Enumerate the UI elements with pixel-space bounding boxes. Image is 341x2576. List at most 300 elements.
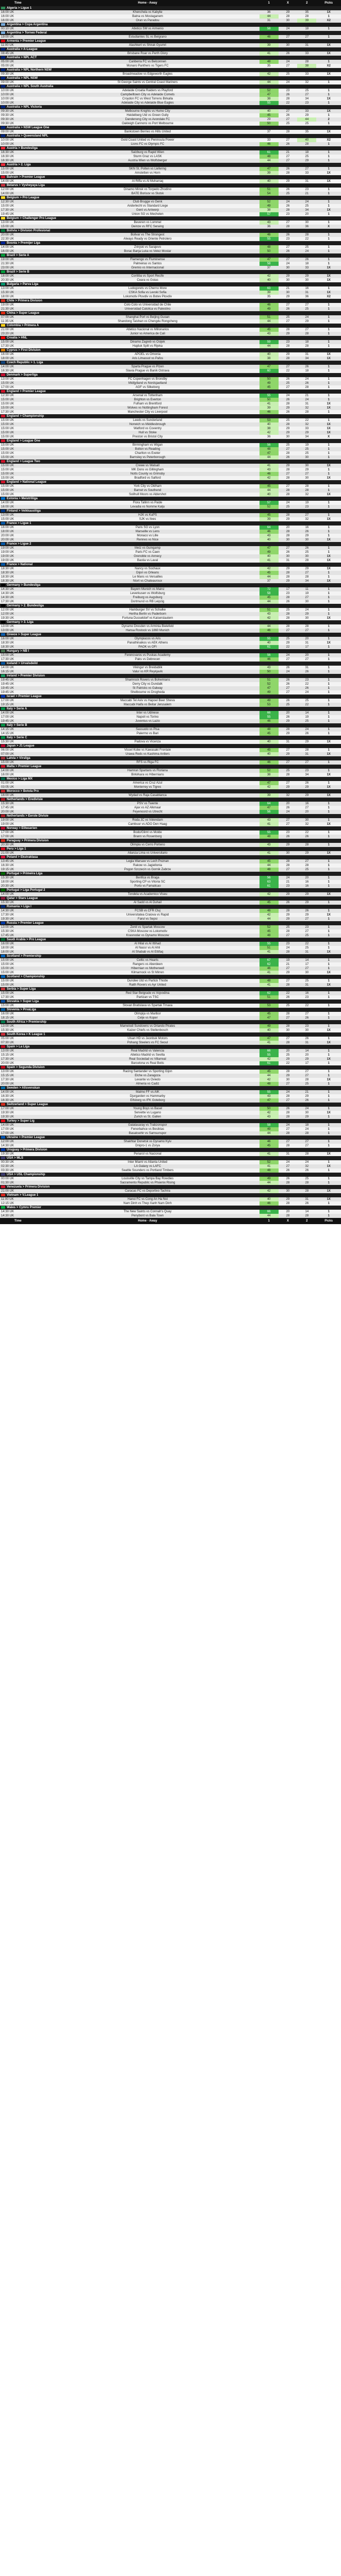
match-teams[interactable]: Dinamo Zagreb vs Osijek bbox=[36, 340, 259, 344]
header-pick[interactable]: Picks bbox=[316, 0, 341, 6]
header-match[interactable]: Home - Away bbox=[36, 0, 259, 6]
match-teams[interactable]: Metz vs Guingamp bbox=[36, 546, 259, 550]
match-row[interactable] bbox=[0, 608, 341, 612]
match-row[interactable] bbox=[0, 307, 341, 311]
match-row[interactable] bbox=[0, 868, 341, 872]
match-row[interactable] bbox=[0, 1127, 341, 1131]
match-row[interactable] bbox=[0, 1210, 341, 1214]
league-header[interactable] bbox=[0, 888, 341, 892]
match-row[interactable] bbox=[0, 221, 341, 225]
match-teams[interactable]: Batna vs Mostaganem bbox=[36, 14, 259, 19]
match-row[interactable] bbox=[0, 1004, 341, 1008]
match-teams[interactable]: Barnet vs Southend bbox=[36, 488, 259, 493]
match-teams[interactable]: Dijon vs Orleans bbox=[36, 571, 259, 575]
match-row[interactable] bbox=[0, 443, 341, 447]
match-row[interactable] bbox=[0, 835, 341, 839]
match-teams[interactable]: Al Shabab vs Al Ettifaq bbox=[36, 950, 259, 954]
league-header[interactable] bbox=[0, 134, 341, 138]
match-teams[interactable]: Bayern Munich vs Mainz bbox=[36, 587, 259, 591]
match-teams[interactable]: Slavia Prague vs Banik Ostrava bbox=[36, 369, 259, 373]
match-row[interactable] bbox=[0, 1111, 341, 1115]
league-header[interactable] bbox=[0, 76, 341, 80]
match-row[interactable] bbox=[0, 843, 341, 847]
league-header[interactable] bbox=[0, 31, 341, 35]
match-teams[interactable]: Kaizer Chiefs vs Stellenbosch bbox=[36, 1028, 259, 1032]
footer-pick[interactable]: Picks bbox=[316, 1218, 341, 1224]
league-header[interactable] bbox=[0, 47, 341, 52]
match-row[interactable] bbox=[0, 925, 341, 929]
league-header[interactable] bbox=[0, 1156, 341, 1160]
match-row[interactable] bbox=[0, 571, 341, 575]
match-row[interactable] bbox=[0, 690, 341, 694]
match-teams[interactable]: Notts County vs Grimsby bbox=[36, 472, 259, 476]
match-teams[interactable]: AGF vs Silkeborg bbox=[36, 385, 259, 389]
match-row[interactable] bbox=[0, 517, 341, 521]
match-row[interactable] bbox=[0, 629, 341, 633]
match-teams[interactable]: Arsenal vs Tottenham bbox=[36, 394, 259, 398]
match-teams[interactable]: Austria Wien vs Wolfsberger bbox=[36, 159, 259, 163]
match-teams[interactable]: America vs Cruz Azul bbox=[36, 781, 259, 785]
match-teams[interactable]: Marseille vs Lens bbox=[36, 530, 259, 534]
match-teams[interactable]: Seattle Sounders vs Portland Timbers bbox=[36, 1168, 259, 1173]
match-row[interactable] bbox=[0, 328, 341, 332]
match-teams[interactable]: Palermo vs Bari bbox=[36, 732, 259, 736]
league-header[interactable] bbox=[0, 146, 341, 150]
match-row[interactable] bbox=[0, 109, 341, 113]
match-teams[interactable]: Adelaide City vs Adelaide Blue Eagles bbox=[36, 101, 259, 105]
league-header[interactable] bbox=[0, 324, 341, 328]
match-row[interactable] bbox=[0, 319, 341, 324]
match-row[interactable] bbox=[0, 637, 341, 641]
league-header[interactable] bbox=[0, 826, 341, 831]
match-teams[interactable]: Brighton vs Everton bbox=[36, 398, 259, 402]
match-row[interactable] bbox=[0, 113, 341, 117]
match-row[interactable] bbox=[0, 122, 341, 126]
match-teams[interactable]: Sturm Graz vs LASK bbox=[36, 155, 259, 159]
match-teams[interactable]: Wolves vs Nottingham Forest bbox=[36, 406, 259, 410]
match-row[interactable] bbox=[0, 208, 341, 212]
league-header[interactable] bbox=[0, 229, 341, 233]
match-row[interactable] bbox=[0, 1057, 341, 1061]
match-teams[interactable]: Paris SG vs Lyon bbox=[36, 526, 259, 530]
match-teams[interactable]: Sparta Prague vs Plzen bbox=[36, 365, 259, 369]
match-row[interactable] bbox=[0, 431, 341, 435]
match-teams[interactable]: Bolton vs Reading bbox=[36, 447, 259, 451]
match-row[interactable] bbox=[0, 699, 341, 703]
match-row[interactable] bbox=[0, 171, 341, 175]
match-row[interactable] bbox=[0, 72, 341, 76]
match-row[interactable] bbox=[0, 686, 341, 690]
match-teams[interactable]: Leeds vs Sunderland bbox=[36, 418, 259, 422]
match-teams[interactable]: Hanoi FC vs Cong An Ha Noi bbox=[36, 1197, 259, 1201]
league-header[interactable] bbox=[0, 975, 341, 979]
match-teams[interactable]: Junior vs America de Cali bbox=[36, 332, 259, 336]
match-row[interactable] bbox=[0, 575, 341, 579]
match-row[interactable] bbox=[0, 150, 341, 155]
match-teams[interactable]: Hamrun Spartans vs Floriana bbox=[36, 769, 259, 773]
league-header[interactable] bbox=[0, 175, 341, 179]
match-row[interactable] bbox=[0, 1024, 341, 1028]
match-row[interactable] bbox=[0, 1074, 341, 1078]
match-teams[interactable]: CSKA Moscow vs Lokomotiv bbox=[36, 929, 259, 934]
match-teams[interactable]: Maccabi Tel Aviv vs Hapoel Beer Sheva bbox=[36, 699, 259, 703]
match-teams[interactable]: Club Brugge vs Genk bbox=[36, 200, 259, 204]
match-row[interactable] bbox=[0, 612, 341, 616]
match-teams[interactable]: Zrinjski vs Sarajevo bbox=[36, 245, 259, 249]
match-teams[interactable]: SKN St. Polten vs Liefering bbox=[36, 167, 259, 171]
match-teams[interactable]: Red Star Belgrade vs Vojvodina bbox=[36, 991, 259, 995]
league-header[interactable] bbox=[0, 921, 341, 925]
match-row[interactable] bbox=[0, 967, 341, 971]
match-teams[interactable]: Olimpia vs Cerro Porteno bbox=[36, 843, 259, 847]
match-row[interactable] bbox=[0, 748, 341, 752]
league-header[interactable] bbox=[0, 163, 341, 167]
match-teams[interactable]: Zenit vs Spartak Moscow bbox=[36, 925, 259, 929]
match-teams[interactable]: Flamengo vs Fluminense bbox=[36, 258, 259, 262]
match-row[interactable] bbox=[0, 352, 341, 357]
match-row[interactable] bbox=[0, 950, 341, 954]
match-row[interactable] bbox=[0, 591, 341, 596]
match-row[interactable] bbox=[0, 530, 341, 534]
match-row[interactable] bbox=[0, 991, 341, 995]
match-row[interactable] bbox=[0, 249, 341, 253]
match-teams[interactable]: Feyenoord vs Utrecht bbox=[36, 810, 259, 814]
league-header[interactable] bbox=[0, 253, 341, 258]
match-teams[interactable]: Birkirkara vs Hibernians bbox=[36, 773, 259, 777]
league-header[interactable] bbox=[0, 39, 341, 43]
match-teams[interactable]: Servette vs Lugano bbox=[36, 1111, 259, 1115]
league-header[interactable] bbox=[0, 460, 341, 464]
match-teams[interactable]: Raith Rovers vs Ayr United bbox=[36, 983, 259, 987]
match-row[interactable] bbox=[0, 546, 341, 550]
league-header[interactable] bbox=[0, 847, 341, 851]
match-row[interactable] bbox=[0, 909, 341, 913]
match-teams[interactable]: Ludogorets vs Cherno More bbox=[36, 286, 259, 291]
match-teams[interactable]: Shelbourne vs Drogheda bbox=[36, 690, 259, 694]
match-row[interactable] bbox=[0, 410, 341, 414]
match-teams[interactable]: Cambuur vs ADO Den Haag bbox=[36, 822, 259, 826]
match-teams[interactable]: Ceara vs Goias bbox=[36, 278, 259, 282]
match-row[interactable] bbox=[0, 1144, 341, 1148]
match-teams[interactable]: Monterrey vs Tigres bbox=[36, 785, 259, 789]
match-row[interactable] bbox=[0, 880, 341, 884]
match-row[interactable] bbox=[0, 1078, 341, 1082]
match-row[interactable] bbox=[0, 476, 341, 480]
match-teams[interactable]: St George Saints vs Central Coast Mariners bbox=[36, 80, 259, 84]
league-header[interactable] bbox=[0, 1086, 341, 1090]
match-teams[interactable]: Valur vs KR Reykjavik bbox=[36, 670, 259, 674]
match-row[interactable] bbox=[0, 155, 341, 159]
match-row[interactable] bbox=[0, 979, 341, 983]
match-row[interactable] bbox=[0, 60, 341, 64]
league-header[interactable] bbox=[0, 241, 341, 245]
match-teams[interactable]: Gent vs Antwerp bbox=[36, 208, 259, 212]
league-header[interactable] bbox=[0, 6, 341, 10]
match-teams[interactable]: Louisville City vs Tampa Bay Rowdies bbox=[36, 1177, 259, 1181]
match-row[interactable] bbox=[0, 101, 341, 105]
league-header[interactable] bbox=[0, 905, 341, 909]
match-teams[interactable]: Sassuolo vs Pisa bbox=[36, 727, 259, 732]
league-header[interactable] bbox=[0, 1032, 341, 1037]
match-row[interactable] bbox=[0, 93, 341, 97]
match-row[interactable] bbox=[0, 43, 341, 47]
match-row[interactable] bbox=[0, 274, 341, 278]
header-draw-prob[interactable]: X bbox=[279, 0, 298, 6]
header-away-prob[interactable]: 2 bbox=[297, 0, 316, 6]
match-row[interactable] bbox=[0, 901, 341, 905]
match-row[interactable] bbox=[0, 596, 341, 600]
match-teams[interactable]: Shakhtar Donetsk vs Dynamo Kyiv bbox=[36, 1140, 259, 1144]
league-header[interactable] bbox=[0, 542, 341, 546]
match-teams[interactable]: Palmeiras vs Santos bbox=[36, 262, 259, 266]
league-header[interactable] bbox=[0, 216, 341, 221]
match-row[interactable] bbox=[0, 1123, 341, 1127]
match-row[interactable] bbox=[0, 558, 341, 563]
league-header[interactable] bbox=[0, 497, 341, 501]
league-header[interactable] bbox=[0, 1020, 341, 1024]
match-row[interactable] bbox=[0, 1115, 341, 1119]
league-header[interactable] bbox=[0, 439, 341, 443]
match-teams[interactable]: Alashkert vs Shirak Gyumri bbox=[36, 43, 259, 47]
match-row[interactable] bbox=[0, 682, 341, 686]
match-row[interactable] bbox=[0, 455, 341, 460]
league-header[interactable] bbox=[0, 56, 341, 60]
league-header[interactable] bbox=[0, 348, 341, 352]
match-teams[interactable]: Barcelona vs Real Betis bbox=[36, 1061, 259, 1065]
match-teams[interactable]: Anderlecht vs Standard Liege bbox=[36, 204, 259, 208]
match-row[interactable] bbox=[0, 740, 341, 744]
match-row[interactable] bbox=[0, 538, 341, 542]
match-row[interactable] bbox=[0, 245, 341, 249]
match-row[interactable] bbox=[0, 818, 341, 822]
match-teams[interactable]: Hamburger SV vs Schalke bbox=[36, 608, 259, 612]
league-header[interactable] bbox=[0, 126, 341, 130]
match-row[interactable] bbox=[0, 188, 341, 192]
match-row[interactable] bbox=[0, 19, 341, 23]
match-teams[interactable]: Olympiacos vs Aris bbox=[36, 637, 259, 641]
match-teams[interactable]: Deinze vs RFC Seraing bbox=[36, 225, 259, 229]
match-row[interactable] bbox=[0, 1041, 341, 1045]
match-row[interactable] bbox=[0, 822, 341, 826]
match-teams[interactable]: Always Ready vs Oriente Petrolero bbox=[36, 237, 259, 241]
match-row[interactable] bbox=[0, 435, 341, 439]
league-header[interactable] bbox=[0, 361, 341, 365]
match-teams[interactable]: Kilmarnock vs St Mirren bbox=[36, 971, 259, 975]
match-teams[interactable]: Galatasaray vs Trabzonspor bbox=[36, 1123, 259, 1127]
match-teams[interactable]: Paks vs Debrecen bbox=[36, 657, 259, 662]
match-teams[interactable]: Hibernian vs Motherwell bbox=[36, 967, 259, 971]
league-header[interactable] bbox=[0, 694, 341, 699]
match-teams[interactable]: Bolivar vs The Strongest bbox=[36, 233, 259, 237]
match-teams[interactable]: Dinamo Minsk vs Torpedo Zhodino bbox=[36, 188, 259, 192]
match-teams[interactable]: Crewe vs Walsall bbox=[36, 464, 259, 468]
league-header[interactable] bbox=[0, 311, 341, 315]
match-row[interactable] bbox=[0, 204, 341, 208]
league-header[interactable] bbox=[0, 389, 341, 394]
match-row[interactable] bbox=[0, 773, 341, 777]
match-teams[interactable]: Roda JC vs Volendam bbox=[36, 818, 259, 822]
match-row[interactable] bbox=[0, 892, 341, 896]
match-teams[interactable]: Al Sadd vs Al Duhail bbox=[36, 901, 259, 905]
match-row[interactable] bbox=[0, 233, 341, 237]
league-header[interactable] bbox=[0, 1103, 341, 1107]
match-row[interactable] bbox=[0, 501, 341, 505]
match-teams[interactable]: Malmo FF vs AIK bbox=[36, 1090, 259, 1094]
match-teams[interactable]: Dortmund vs RB Leipzig bbox=[36, 600, 259, 604]
match-teams[interactable]: Melbourne Knights vs Hume City bbox=[36, 109, 259, 113]
league-header[interactable] bbox=[0, 1119, 341, 1123]
match-teams[interactable]: Croydon FC vs West Torrens Birkalla bbox=[36, 97, 259, 101]
match-row[interactable] bbox=[0, 286, 341, 291]
league-header[interactable] bbox=[0, 723, 341, 727]
match-teams[interactable]: SJK vs Ilves bbox=[36, 517, 259, 521]
match-teams[interactable]: Ajax vs AZ Alkmaar bbox=[36, 806, 259, 810]
match-row[interactable] bbox=[0, 303, 341, 307]
match-row[interactable] bbox=[0, 192, 341, 196]
match-row[interactable] bbox=[0, 1164, 341, 1168]
match-teams[interactable]: Elche vs Zaragoza bbox=[36, 1074, 259, 1078]
league-header[interactable] bbox=[0, 999, 341, 1004]
match-teams[interactable]: Dundee Utd vs Partick Thistle bbox=[36, 979, 259, 983]
match-teams[interactable]: Vikingur vs Breidablik bbox=[36, 666, 259, 670]
match-row[interactable] bbox=[0, 394, 341, 398]
match-teams[interactable]: CSKA Sofia vs Levski Sofia bbox=[36, 291, 259, 295]
match-teams[interactable]: Panathinaikos vs AEK Athens bbox=[36, 641, 259, 645]
match-teams[interactable]: Aris Limassol vs Pafos bbox=[36, 357, 259, 361]
match-teams[interactable]: Atletico Madrid vs Sevilla bbox=[36, 1053, 259, 1057]
league-header[interactable] bbox=[0, 649, 341, 653]
match-teams[interactable]: Racing Santander vs Sporting Gijon bbox=[36, 1070, 259, 1074]
match-row[interactable] bbox=[0, 929, 341, 934]
match-row[interactable] bbox=[0, 1140, 341, 1144]
match-teams[interactable]: Legia Warsaw vs Lech Poznan bbox=[36, 859, 259, 863]
match-teams[interactable]: Oakleigh Cannons vs Port Melbourne bbox=[36, 122, 259, 126]
match-row[interactable] bbox=[0, 513, 341, 517]
header-home-prob[interactable]: 1 bbox=[259, 0, 279, 6]
match-teams[interactable]: Partizan vs TSC bbox=[36, 995, 259, 999]
match-row[interactable] bbox=[0, 488, 341, 493]
match-teams[interactable]: Bankstown Berries vs Hills United bbox=[36, 130, 259, 134]
match-teams[interactable]: Levadia vs Nomme Kalju bbox=[36, 505, 259, 509]
match-row[interactable] bbox=[0, 962, 341, 967]
league-header[interactable] bbox=[0, 736, 341, 740]
match-row[interactable] bbox=[0, 130, 341, 134]
match-teams[interactable]: Ferencvaros vs Puskas Academy bbox=[36, 653, 259, 657]
match-row[interactable] bbox=[0, 942, 341, 946]
match-teams[interactable]: Watford vs Coventry bbox=[36, 427, 259, 431]
footer-draw-prob[interactable]: X bbox=[279, 1218, 298, 1224]
match-teams[interactable]: Atletico SM vs Armenio bbox=[36, 27, 259, 31]
match-row[interactable] bbox=[0, 418, 341, 422]
league-header[interactable] bbox=[0, 814, 341, 818]
match-teams[interactable]: APOEL vs Omonia bbox=[36, 352, 259, 357]
league-header[interactable] bbox=[0, 270, 341, 274]
match-row[interactable] bbox=[0, 657, 341, 662]
league-header[interactable] bbox=[0, 604, 341, 608]
match-teams[interactable]: Rangers vs Aberdeen bbox=[36, 962, 259, 967]
match-row[interactable] bbox=[0, 332, 341, 336]
league-header[interactable] bbox=[0, 987, 341, 991]
match-teams[interactable]: Freiburg vs Augsburg bbox=[36, 596, 259, 600]
match-row[interactable] bbox=[0, 884, 341, 888]
league-header[interactable] bbox=[0, 336, 341, 340]
match-row[interactable] bbox=[0, 1016, 341, 1020]
match-row[interactable] bbox=[0, 616, 341, 620]
match-row[interactable] bbox=[0, 1168, 341, 1173]
match-row[interactable] bbox=[0, 377, 341, 381]
match-row[interactable] bbox=[0, 225, 341, 229]
league-header[interactable] bbox=[0, 84, 341, 89]
league-header[interactable] bbox=[0, 480, 341, 484]
match-row[interactable] bbox=[0, 810, 341, 814]
match-row[interactable] bbox=[0, 641, 341, 645]
match-row[interactable] bbox=[0, 653, 341, 657]
match-row[interactable] bbox=[0, 369, 341, 373]
match-teams[interactable]: Almeria vs Cadiz bbox=[36, 1082, 259, 1086]
match-teams[interactable]: Rennes vs Nice bbox=[36, 538, 259, 542]
match-row[interactable] bbox=[0, 406, 341, 410]
match-teams[interactable]: Penarol vs Nacional bbox=[36, 1152, 259, 1156]
match-teams[interactable]: York City vs Oldham bbox=[36, 484, 259, 488]
league-header[interactable] bbox=[0, 68, 341, 72]
league-header[interactable] bbox=[0, 1045, 341, 1049]
match-row[interactable] bbox=[0, 258, 341, 262]
match-row[interactable] bbox=[0, 1107, 341, 1111]
match-row[interactable] bbox=[0, 831, 341, 835]
match-row[interactable] bbox=[0, 117, 341, 122]
league-header[interactable] bbox=[0, 707, 341, 711]
match-teams[interactable]: Dynamo Dresden vs Arminia Bielefeld bbox=[36, 624, 259, 629]
match-row[interactable] bbox=[0, 732, 341, 736]
match-teams[interactable]: Mamelodi Sundowns vs Orlando Pirates bbox=[36, 1024, 259, 1028]
match-teams[interactable]: Heidelberg Utd vs Green Gully bbox=[36, 113, 259, 117]
match-teams[interactable]: Olimpija vs Maribor bbox=[36, 1012, 259, 1016]
footer-away-prob[interactable]: 2 bbox=[297, 1218, 316, 1224]
match-row[interactable] bbox=[0, 1214, 341, 1218]
league-header[interactable] bbox=[0, 798, 341, 802]
match-teams[interactable]: Penybont vs Bala Town bbox=[36, 1214, 259, 1218]
match-row[interactable] bbox=[0, 52, 341, 56]
match-teams[interactable]: Shandong Taishan vs Chengdu Rongcheng bbox=[36, 319, 259, 324]
match-teams[interactable]: Bradford vs Salford bbox=[36, 476, 259, 480]
match-teams[interactable]: PSV vs Twente bbox=[36, 802, 259, 806]
match-teams[interactable]: Universitatea Craiova vs Rapid bbox=[36, 913, 259, 917]
match-row[interactable] bbox=[0, 97, 341, 101]
match-row[interactable] bbox=[0, 719, 341, 723]
match-row[interactable] bbox=[0, 464, 341, 468]
league-header[interactable] bbox=[0, 563, 341, 567]
league-header[interactable] bbox=[0, 1008, 341, 1012]
match-row[interactable] bbox=[0, 35, 341, 39]
match-row[interactable] bbox=[0, 357, 341, 361]
match-row[interactable] bbox=[0, 727, 341, 732]
match-row[interactable] bbox=[0, 793, 341, 798]
match-teams[interactable]: Hull vs Stoke bbox=[36, 431, 259, 435]
league-header[interactable] bbox=[0, 789, 341, 793]
match-teams[interactable]: Celtic vs Hearts bbox=[36, 958, 259, 962]
league-header[interactable] bbox=[0, 105, 341, 109]
match-teams[interactable]: Union SG vs Mechelen bbox=[36, 212, 259, 216]
match-row[interactable] bbox=[0, 27, 341, 31]
match-row[interactable] bbox=[0, 554, 341, 558]
match-row[interactable] bbox=[0, 806, 341, 810]
match-row[interactable] bbox=[0, 760, 341, 765]
match-row[interactable] bbox=[0, 344, 341, 348]
match-teams[interactable]: Norwich vs Middlesbrough bbox=[36, 422, 259, 427]
match-teams[interactable]: Lokomotiv Plovdiv vs Botev Plovdiv bbox=[36, 295, 259, 299]
match-teams[interactable]: Maccabi Haifa vs Beitar Jerusalem bbox=[36, 703, 259, 707]
match-teams[interactable]: Monaro Panthers vs Tigers FC bbox=[36, 64, 259, 68]
